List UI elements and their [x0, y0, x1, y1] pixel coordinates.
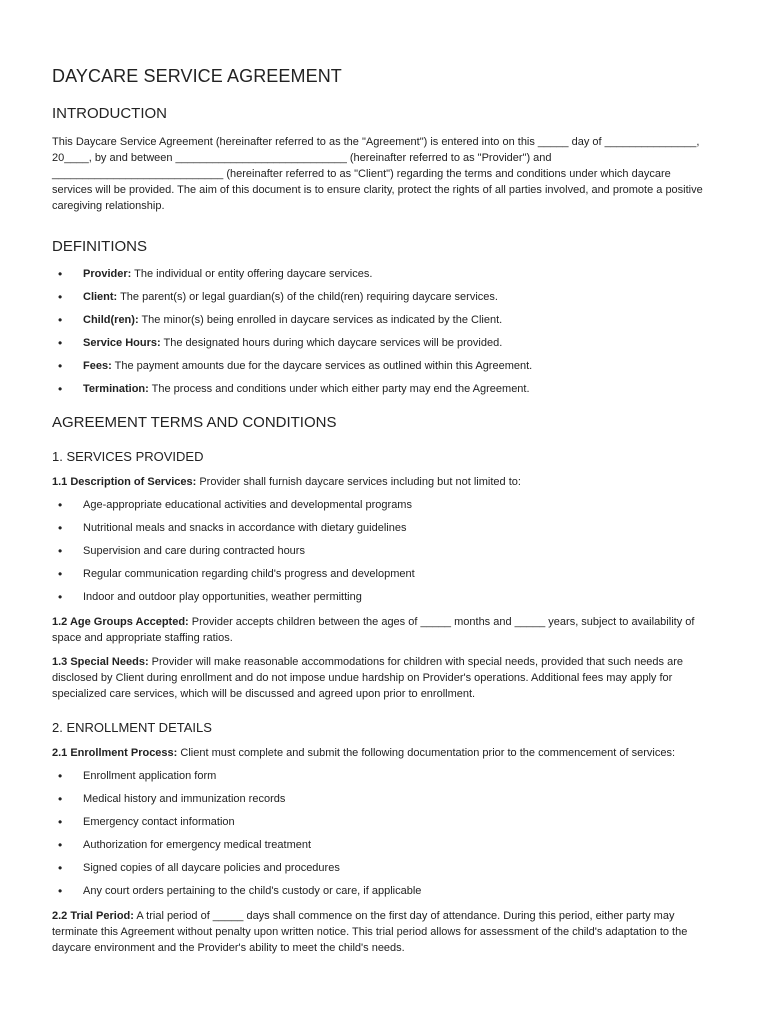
- clause-text: Provider will make reasonable accommodations for children with special needs, provided that such needs are disclosed by Client during enrollment and do not impose undue hardship on Provider's operations. Additional fees may apply for specialized care services, which will be discussed and agreed upon prior to enrollment.: [52, 656, 684, 700]
- definition-term: Fees:: [83, 360, 112, 372]
- age-groups-paragraph: [52, 614, 712, 646]
- clause-text: Provider accepts children between the ages of _____ months and _____ years, subject to availability of space and appropriate staffing ratios.: [52, 616, 695, 644]
- services-description-paragraph: [52, 474, 712, 490]
- list-item: • Nutritional meals and snacks in accordance with dietary guidelines: [52, 521, 712, 535]
- enrollment-documents-list: [52, 769, 712, 898]
- trial-period-paragraph: [52, 908, 712, 956]
- definition-item: [52, 267, 712, 281]
- list-item: • Age-appropriate educational activities and developmental programs: [52, 498, 712, 512]
- definition-text: The designated hours during which daycare services will be provided.: [160, 337, 503, 349]
- definition-text: The process and conditions under which either party may end the Agreement.: [148, 383, 530, 395]
- definition-term: Client:: [83, 291, 118, 303]
- clause-label: 1.2 Age Groups Accepted:: [52, 616, 189, 628]
- definition-item: [52, 336, 712, 350]
- terms-heading: AGREEMENT TERMS AND CONDITIONS: [52, 414, 337, 431]
- list-item: • Any court orders pertaining to the child's custody or care, if applicable: [52, 884, 712, 898]
- list-item: • Supervision and care during contracted hours: [52, 544, 712, 558]
- list-item: • Emergency contact information: [52, 815, 712, 829]
- services-list: [52, 498, 712, 604]
- definition-text: The minor(s) being enrolled in daycare services as indicated by the Client.: [138, 314, 503, 326]
- clause-text: Provider shall furnish daycare services including but not limited to:: [196, 476, 521, 488]
- definitions-heading: DEFINITIONS: [52, 238, 148, 255]
- definition-item: [52, 382, 712, 396]
- list-item: • Indoor and outdoor play opportunities, weather permitting: [52, 590, 712, 604]
- services-heading: 1. SERVICES PROVIDED: [52, 449, 204, 464]
- definition-term: Service Hours:: [83, 337, 161, 349]
- definition-item: [52, 359, 712, 373]
- clause-label: 2.2 Trial Period:: [52, 910, 134, 922]
- enrollment-heading: 2. ENROLLMENT DETAILS: [52, 720, 212, 735]
- introduction-paragraph: This Daycare Service Agreement (hereinafter referred to as the "Agreement") is entered into on this _____ day of _______________, 20____, by and between ____________________________ (hereinafter referred to as "Provider") and ____________________________ (hereinafter referred to as "Client") regarding the terms and conditions under which daycare services will be provided. The aim of this document is to ensure clarity, protect the rights of all parties involved, and promote a positive caregiving relationship.: [52, 136, 703, 212]
- definition-item: [52, 290, 712, 304]
- clause-text: A trial period of _____ days shall commence on the first day of attendance. During this period, either party may terminate this Agreement without penalty upon written notice. This trial period allows for assessment of the child's adaptation to the daycare environment and the Provider's ability to meet the child's needs.: [52, 910, 688, 954]
- list-item: • Medical history and immunization records: [52, 792, 712, 806]
- definition-text: The individual or entity offering daycare services.: [131, 268, 373, 280]
- clause-text: Client must complete and submit the following documentation prior to the commencement of services:: [177, 747, 676, 759]
- document-title: DAYCARE SERVICE AGREEMENT: [52, 66, 342, 86]
- introduction-heading: INTRODUCTION: [52, 105, 167, 122]
- clause-label: 2.1 Enrollment Process:: [52, 747, 178, 759]
- definitions-list: [52, 267, 712, 396]
- clause-label: 1.3 Special Needs:: [52, 656, 149, 668]
- definition-term: Provider:: [83, 268, 132, 280]
- definition-item: [52, 313, 712, 327]
- definition-text: The payment amounts due for the daycare services as outlined within this Agreement.: [111, 360, 533, 372]
- clause-label: 1.1 Description of Services:: [52, 476, 197, 488]
- list-item: • Authorization for emergency medical treatment: [52, 838, 712, 852]
- list-item: • Regular communication regarding child's progress and development: [52, 567, 712, 581]
- definition-term: Termination:: [83, 383, 149, 395]
- special-needs-paragraph: [52, 654, 712, 702]
- definition-text: The parent(s) or legal guardian(s) of the child(ren) requiring daycare services.: [117, 291, 498, 303]
- list-item: • Signed copies of all daycare policies and procedures: [52, 861, 712, 875]
- enrollment-process-paragraph: [52, 745, 712, 761]
- definition-term: Child(ren):: [83, 314, 139, 326]
- list-item: • Enrollment application form: [52, 769, 712, 783]
